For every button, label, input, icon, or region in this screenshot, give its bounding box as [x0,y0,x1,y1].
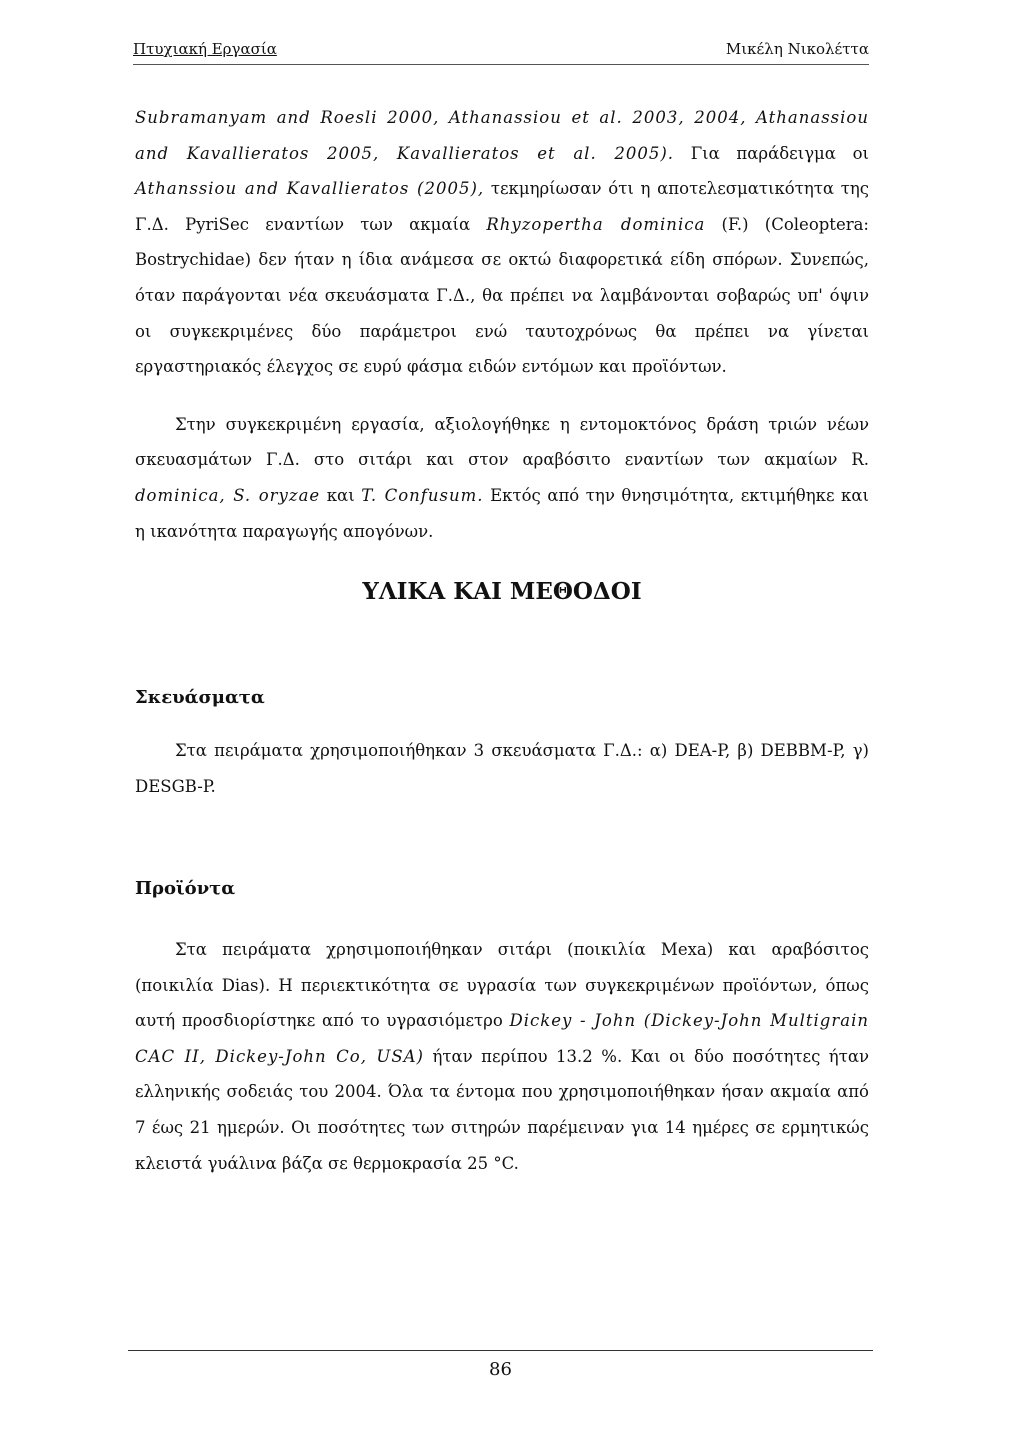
formulations-paragraph: Στα πειράματα χρησιμοποιήθηκαν 3 σκευάσματα Γ.Δ.: α) DEA-P, β) DEBBM-P, γ) DESGB-P. [135,741,869,796]
page-header [133,38,869,65]
products-heading: Προϊόντα [135,878,236,899]
text-span: τεκμηρίωσαν ότι η αποτελεσματικότητα της Γ.Δ. PyriSec εναντίων των ακμαία [135,179,869,234]
page-footer [128,1350,873,1380]
text-span: (F.) (Coleoptera: Bostrychidae) δεν ήταν η ίδια ανάμεσα σε οκτώ διαφορετικά είδη σπόρων. Συνεπώς, όταν παράγονται νέα σκευάσματα Γ.Δ., θα πρέπει να λαμβάνονται σοβαρώς υπ' όψιν οι συγκεκριμένες δύο παράμετροι ενώ ταυτοχρόνως θα πρέπει να γίνεται εργαστηριακός έλεγχος σε ευρύ φάσμα ειδών εντόμων και προϊόντων. [135,214,869,377]
text-span: ήταν περίπου 13.2 %. Και οι δύο ποσότητες ήταν ελληνικής σοδειάς του 2004. Όλα τα έντομα που χρησιμοποιήθηκαν ήσαν ακμαία από 7 έως 21 ημερών. Οι ποσότητες των σιτηρών παρέμειναν για 14 ημέρες σε ερμητικώς κλειστά γυάλινα βάζα σε θερμοκρασία 25 °C. [135,1046,869,1173]
intro-paragraph-2 [135,407,869,549]
products-text-block [135,932,869,1181]
products-paragraph [135,932,869,1181]
species-name: Rhyzopertha dominica [486,214,706,234]
text-span: Εκτός από την θνησιμότητα, εκτιμήθηκε και η ικανότητα παραγωγής απογόνων. [135,485,869,541]
intro-text [135,100,869,549]
header-author: Μικέλη Νικολέττα [725,40,869,58]
section-title: ΥΛΙΚΑ ΚΑΙ ΜΕΘΟΔΟΙ [362,578,642,605]
formulations-text-block [135,733,869,804]
formulations-heading: Σκευάσματα [135,687,265,708]
species-names: dominica, S. oryzae [135,485,321,505]
page-number: 86 [489,1359,512,1380]
text-span: και [320,485,362,505]
instrument-name: Dickey - John (Dickey-John Multigrain CAC II, Dickey-John Co, USA) [135,1011,869,1066]
species-name-2: T. Confusum. [361,485,484,505]
text-span: Για παράδειγμα οι [674,143,869,163]
text-span: Στα πειράματα χρησιμοποιήθηκαν σιτάρι (ποικιλία Mexa) και αραβόσιτος (ποικιλία Dias). Η περιεκτικότητα σε υγρασία των συγκεκριμένων προϊόντων, όπως αυτή προσδιορίστηκε από το υγρασιόμετρο [135,940,869,1031]
header-left-title: Πτυχιακή Εργασία [133,40,277,58]
citation-athanassiou: Athanssiou and Kavallieratos (2005), [135,179,485,199]
text-span: Στην συγκεκριμένη εργασία, αξιολογήθηκε η εντομοκτόνος δράση τριών νέων σκευασμάτων Γ.Δ. στο σιτάρι και στον αραβόσιτο εναντίων των ακμαίων R. [135,414,869,470]
citation-list: Subramanyam and Roesli 2000, Athanassiou et al. 2003, 2004, Athanassiou and Kavallieratos 2005, Kavallieratos et al. 2005). [135,108,869,163]
intro-paragraph-1 [135,100,869,385]
